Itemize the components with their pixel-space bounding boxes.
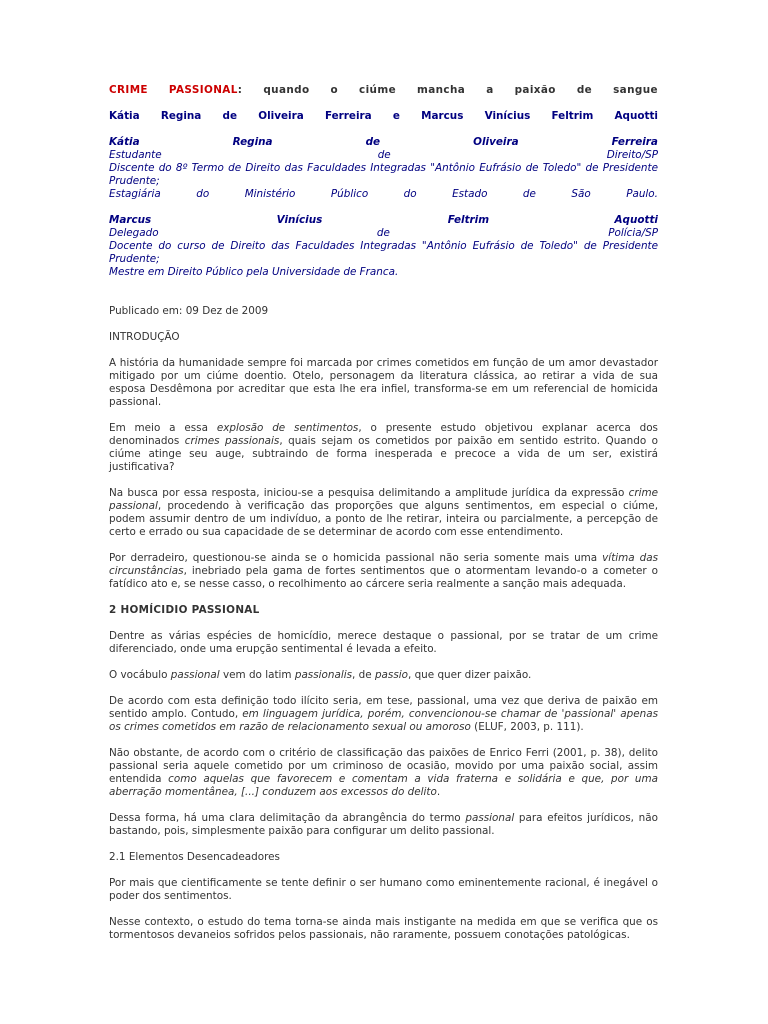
author2-line1: [109, 227, 658, 240]
author2-name: [109, 214, 658, 227]
text-run: Em meio a essa: [109, 422, 217, 434]
title-word: paixão: [514, 84, 556, 96]
author1-affiliation: [109, 136, 658, 201]
text-run: , o presente estudo objetivou explanar acerca dos denominados: [109, 422, 658, 447]
text-run: Não obstante, de acordo com o critério de classificação das paixões de Enrico Ferri (2001, p. 38), delito passional seria aquele cometido por um criminoso de ocasião, movido por uma paixão social, assim entendida: [109, 747, 658, 785]
italic-run: vítima das circunstâncias: [109, 552, 658, 577]
authors-line: [109, 110, 658, 123]
author2-name-word: Marcus: [109, 214, 152, 226]
title-colon: :: [237, 84, 243, 96]
text-run: De acordo com esta definição todo ilícito seria, em tese, passional, uma vez que deriva de paixão em sentido amplo. Contudo,: [109, 695, 658, 720]
author1-name-word: Kátia: [109, 136, 140, 148]
author-word: Ferreira: [324, 110, 372, 122]
text-run: , que quer dizer paixão.: [407, 669, 532, 681]
author1-line4-word: Ministério: [244, 188, 296, 200]
author-word: Oliveira: [258, 110, 304, 122]
author2-name-word: Aquotti: [614, 214, 658, 226]
author1-line4-word: do: [196, 188, 210, 200]
title-passional: PASSIONAL: [168, 84, 238, 96]
text-run: , procedendo à verificação das proporções que alguns sentimentos, em especial o ciúme, podem assumir dentro de um indivíduo, a ponto de lhe retirar, inteira ou parcialmente, a percepção de certo e errado ou sua capacidade de se determinar de acordo com esse entendimento.: [109, 500, 658, 538]
title-crime: CRIME: [109, 84, 148, 96]
italic-run: passio: [374, 669, 408, 681]
author1-line4-word: São: [571, 188, 591, 200]
paragraph-9: [109, 812, 658, 838]
text-run: , quais sejam os cometidos por paixão em sentido estrito. Quando o ciúme atinge seu auge, subtraindo de forma inesperada e precoce a vida de um ser, existirá justificativa?: [109, 435, 659, 473]
author1-line4-word: Estagiária: [109, 188, 161, 200]
paragraph-8: [109, 747, 658, 799]
author1-line4-word: Estado: [452, 188, 488, 200]
text-run: Dessa forma, há uma clara delimitação da abrangência do termo: [109, 812, 466, 824]
author-word: Feltrim: [551, 110, 594, 122]
author1-line1-word: de: [377, 149, 391, 161]
author1-name-word: de: [365, 136, 381, 148]
italic-run: como aquelas que favorecem e comentam a vida fraterna e solidária e que, por uma aberração momentânea, [...] conduzem aos excessos do delito: [109, 773, 658, 798]
author1-name-word: Regina: [232, 136, 273, 148]
text-run: O vocábulo: [109, 669, 171, 681]
author2-line3: Prudente;: [109, 253, 160, 265]
published-date: Publicado em: 09 Dez de 2009: [109, 305, 269, 317]
author-word: Vinícius: [484, 110, 531, 122]
author2-line1-word: de: [376, 227, 390, 239]
author-word: Marcus: [421, 110, 464, 122]
author2-line1-word: Delegado: [109, 227, 159, 239]
author2-name-word: Feltrim: [447, 214, 490, 226]
text-run: Por derradeiro, questionou-se ainda se o homicida passional não seria somente mais uma: [109, 552, 603, 564]
italic-run: crimes passionais: [184, 435, 280, 447]
paragraph-11: Nesse contexto, o estudo do tema torna-se ainda mais instigante na medida em que se verifica que os tormentosos devaneios sofridos pelos passionais, não raramente, possuem conotações patológicas.: [109, 916, 658, 941]
author1-line1-word: Direito/SP: [606, 149, 658, 161]
paragraph-2: [109, 422, 658, 474]
subsection-heading-2-1: 2.1 Elementos Desencadeadores: [109, 851, 280, 863]
italic-run: passional: [170, 669, 220, 681]
author1-name-word: Ferreira: [611, 136, 658, 148]
author1-line4: [109, 188, 658, 201]
text-run: .: [436, 786, 441, 798]
author1-line2: Discente do 8º Termo de Direito das Faculdades Integradas "Antônio Eufrásio de Toledo" de Presidente: [109, 162, 658, 174]
title-word: a: [486, 84, 494, 96]
author-word: e: [392, 110, 400, 122]
italic-run: passional: [465, 812, 515, 824]
document-title: [109, 84, 658, 97]
author1-line4-word: Paulo.: [626, 188, 658, 200]
text-run: para efeitos jurídicos, não bastando, pois, simplesmente paixão para configurar um delito passional.: [109, 812, 658, 837]
title-word: ciúme: [359, 84, 397, 96]
author1-line1: [109, 149, 658, 162]
author2-affiliation: [109, 214, 658, 279]
author2-name-word: Vinícius: [276, 214, 323, 226]
author1-line4-word: de: [522, 188, 536, 200]
section-heading-2: 2 HOMÍCIDIO PASSIONAL: [109, 604, 260, 616]
title-word: de: [576, 84, 593, 96]
author-word: Kátia: [109, 110, 140, 122]
author1-line1-word: Estudante: [109, 149, 162, 161]
intro-heading: INTRODUÇÃO: [109, 331, 180, 343]
title-word: o: [330, 84, 339, 96]
author-word: de: [222, 110, 238, 122]
author1-line4-word: Público: [330, 188, 369, 200]
text-run: (ELUF, 2003, p. 111).: [470, 721, 584, 733]
paragraph-6: [109, 669, 658, 682]
paragraph-3: [109, 487, 658, 539]
title-word: quando: [263, 84, 310, 96]
title-word: sangue: [613, 84, 658, 96]
italic-run: passionalis: [294, 669, 353, 681]
author1-line4-word: do: [403, 188, 417, 200]
author1-line3: Prudente;: [109, 175, 160, 187]
paragraph-1: A história da humanidade sempre foi marcada por crimes cometidos em função de um amor devastador mitigado por um ciúme doentio. Otelo, personagem da literatura clássica, ao retirar a vida de sua esposa Desdêmona por acreditar que esta lhe era infiel, transforma-se em um referencial de homicida passional.: [109, 357, 658, 408]
italic-run: em linguagem jurídica, porém, convencionou-se chamar de 'passional' apenas os crimes cometidos em razão de relacionamento sexual ou amoroso: [109, 708, 658, 733]
paragraph-4: [109, 552, 658, 591]
paragraph-7: [109, 695, 658, 734]
text-run: Na busca por essa resposta, iniciou-se a pesquisa delimitando a amplitude jurídica da expressão: [109, 487, 629, 499]
paragraph-10: Por mais que cientificamente se tente definir o ser humano como eminentemente racional, é inegável o poder dos sentimentos.: [109, 877, 658, 902]
text-run: , de: [352, 669, 375, 681]
paragraph-5: Dentre as várias espécies de homicídio, merece destaque o passional, por se tratar de um crime diferenciado, onde uma erupção sentimental é levada a efeito.: [109, 630, 658, 655]
text-run: , inebriado pela gama de fortes sentimentos que o atormentam levando-o a cometer o fatídico ato e, se nesse casso, o recolhimento ao cárcere seria realmente a sanção mais adequada.: [109, 565, 658, 590]
author2-line2: Docente do curso de Direito das Faculdades Integradas "Antônio Eufrásio de Toledo" de Presidente: [109, 240, 658, 252]
author-word: Aquotti: [614, 110, 658, 122]
author2-line1-word: Polícia/SP: [608, 227, 658, 239]
italic-run: crime passional: [109, 487, 658, 512]
author-word: Regina: [160, 110, 202, 122]
author2-line4: Mestre em Direito Público pela Universidade de Franca.: [109, 266, 399, 278]
author1-name-word: Oliveira: [473, 136, 519, 148]
italic-run: explosão de sentimentos: [216, 422, 359, 434]
author1-name: [109, 136, 658, 149]
text-run: vem do latim: [219, 669, 295, 681]
title-word: mancha: [417, 84, 466, 96]
